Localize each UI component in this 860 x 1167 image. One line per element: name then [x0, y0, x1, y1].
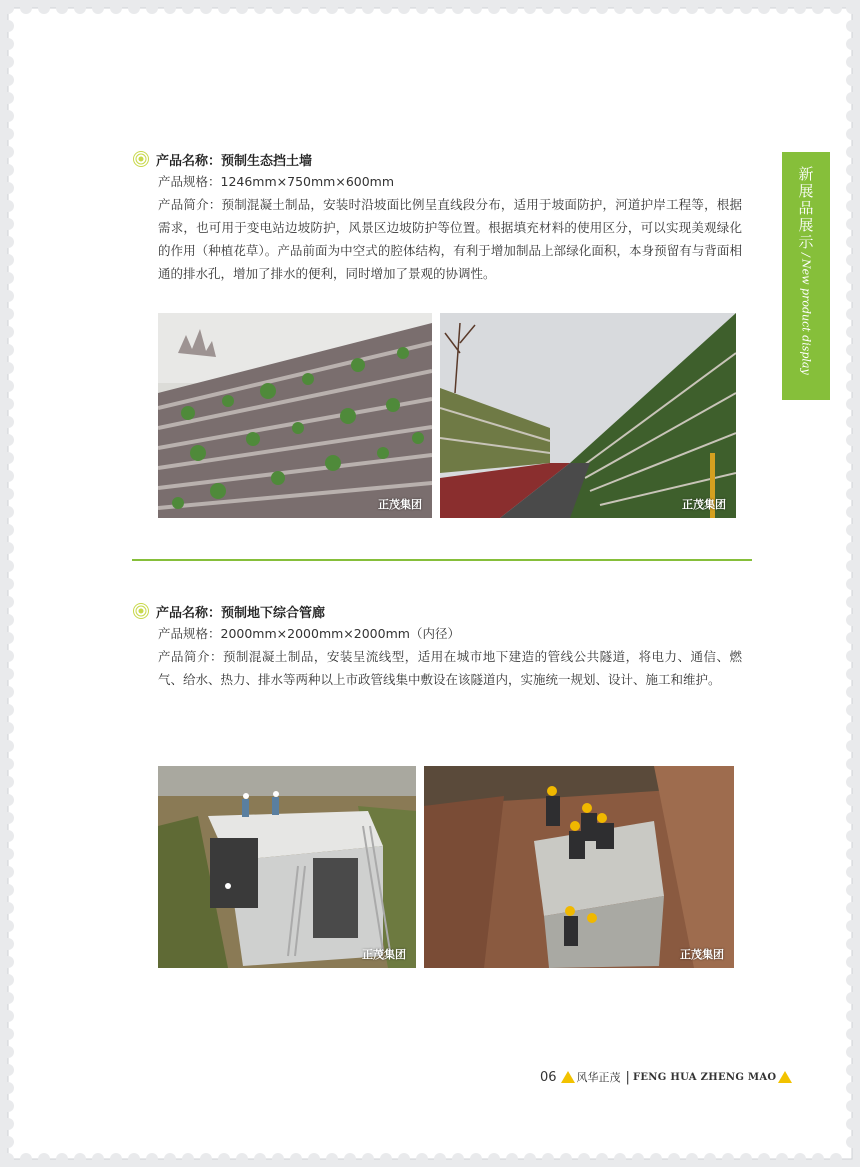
stamp-perforation	[846, 308, 858, 320]
stamp-perforation	[846, 164, 858, 176]
circle-bullet-icon	[132, 602, 150, 620]
stamp-perforation	[846, 848, 858, 860]
stamp-perforation	[794, 1153, 806, 1165]
stamp-perforation	[326, 1153, 338, 1165]
stamp-perforation	[254, 2, 266, 14]
product-2	[132, 600, 742, 691]
stamp-perforation	[846, 938, 858, 950]
stamp-perforation	[668, 2, 680, 14]
stamp-perforation	[488, 2, 500, 14]
stamp-perforation	[846, 596, 858, 608]
stamp-perforation	[38, 2, 50, 14]
stamp-perforation	[452, 2, 464, 14]
product-description: 产品简介：预制混凝土制品，安装呈流线型，适用在城市地下建造的管线公共隧道，将电力、通信、燃气、给水、热力、排水等两种以上市政管线集中敷设在该隧道内，实施统一规划、设计、施工和维护。	[158, 649, 742, 687]
stamp-perforation	[846, 614, 858, 626]
stamp-perforation	[632, 2, 644, 14]
photo-watermark: 正茂集团	[680, 948, 724, 961]
stamp-perforation	[846, 560, 858, 572]
stamp-perforation	[38, 1153, 50, 1165]
stamp-perforation	[846, 434, 858, 446]
stamp-perforation	[2, 326, 14, 338]
stamp-perforation	[2, 200, 14, 212]
stamp-perforation	[236, 2, 248, 14]
section-divider	[132, 559, 752, 561]
stamp-perforation	[846, 740, 858, 752]
stamp-perforation	[218, 2, 230, 14]
stamp-perforation	[308, 2, 320, 14]
stamp-perforation	[846, 452, 858, 464]
stamp-perforation	[830, 1153, 842, 1165]
stamp-perforation	[2, 1028, 14, 1040]
product-description: 产品简介：预制混凝土制品，安装时沿坡面比例呈直线段分布，适用于坡面防护，河道护岸工程等，根据需求，也可用于变电站边坡防护，风景区边坡防护等位置。根据填充材料的使用区分，可以实现美观绿化的作用（种植花草）。产品前面为中空式的腔体结构，有利于增加制品上部绿化面积，本身预留有与背面相通的排水孔，增加了排水的便利，同时增加了景观的协调性。	[158, 197, 742, 281]
stamp-perforation	[2, 920, 14, 932]
footer-brand-en: FENG HUA ZHENG MAO	[632, 1071, 777, 1083]
stamp-perforation	[846, 866, 858, 878]
stamp-perforation	[686, 2, 698, 14]
product-title: 产品名称：预制生态挡土墙	[156, 153, 313, 169]
stamp-perforation	[812, 1153, 824, 1165]
stamp-perforation	[2, 434, 14, 446]
stamp-perforation	[846, 812, 858, 824]
stamp-perforation	[846, 1082, 858, 1094]
stamp-perforation	[846, 668, 858, 680]
stamp-perforation	[2, 830, 14, 842]
stamp-perforation	[308, 1153, 320, 1165]
stamp-perforation	[2, 488, 14, 500]
stamp-perforation	[846, 1010, 858, 1022]
stamp-perforation	[704, 1153, 716, 1165]
page-number: 06	[540, 1069, 557, 1085]
stamp-perforation	[794, 2, 806, 14]
stamp-perforation	[506, 2, 518, 14]
photo-watermark: 正茂集团	[362, 948, 406, 961]
stamp-perforation	[416, 2, 428, 14]
stamp-perforation	[218, 1153, 230, 1165]
triangle-icon	[778, 1071, 792, 1083]
stamp-perforation	[722, 2, 734, 14]
stamp-perforation	[470, 1153, 482, 1165]
stamp-perforation	[416, 1153, 428, 1165]
triangle-icon	[561, 1071, 575, 1083]
stamp-perforation	[92, 1153, 104, 1165]
stamp-perforation	[20, 1153, 32, 1165]
stamp-perforation	[846, 776, 858, 788]
stamp-perforation	[2, 668, 14, 680]
stamp-perforation	[2, 884, 14, 896]
stamp-perforation	[2, 866, 14, 878]
stamp-perforation	[722, 1153, 734, 1165]
stamp-perforation	[846, 362, 858, 374]
stamp-perforation	[846, 110, 858, 122]
stamp-perforation	[2, 596, 14, 608]
stamp-perforation	[846, 200, 858, 212]
stamp-perforation	[846, 1046, 858, 1058]
stamp-perforation	[846, 1064, 858, 1076]
stamp-perforation	[398, 2, 410, 14]
stamp-perforation	[2, 1010, 14, 1022]
stamp-perforation	[272, 2, 284, 14]
stamp-perforation	[2, 236, 14, 248]
stamp-perforation	[344, 2, 356, 14]
stamp-perforation	[830, 2, 842, 14]
stamp-perforation	[542, 1153, 554, 1165]
stamp-perforation	[20, 2, 32, 14]
stamp-perforation	[2, 272, 14, 284]
stamp-perforation	[524, 1153, 536, 1165]
stamp-perforation	[74, 2, 86, 14]
stamp-perforation	[74, 1153, 86, 1165]
stamp-perforation	[236, 1153, 248, 1165]
stamp-perforation	[2, 38, 14, 50]
stamp-perforation	[846, 218, 858, 230]
stamp-perforation	[2, 182, 14, 194]
stamp-perforation	[56, 2, 68, 14]
product-1	[132, 148, 742, 285]
stamp-perforation	[2, 56, 14, 68]
stamp-perforation	[846, 20, 858, 32]
photo-watermark: 正茂集团	[378, 498, 422, 511]
stamp-perforation	[846, 74, 858, 86]
stamp-perforation	[846, 704, 858, 716]
stamp-perforation	[2, 290, 14, 302]
stamp-perforation	[272, 1153, 284, 1165]
stamp-perforation	[846, 758, 858, 770]
stamp-perforation	[632, 1153, 644, 1165]
product-spec: 产品规格：1246mm×750mm×600mm	[158, 174, 395, 189]
stamp-perforation	[2, 758, 14, 770]
stamp-perforation	[596, 2, 608, 14]
section-tab-title: 新展品展示	[796, 166, 815, 251]
stamp-perforation	[2, 938, 14, 950]
stamp-perforation	[2, 794, 14, 806]
stamp-perforation	[596, 1153, 608, 1165]
stamp-perforation	[2, 542, 14, 554]
stamp-perforation	[846, 578, 858, 590]
stamp-perforation	[362, 1153, 374, 1165]
product-title: 产品名称：预制地下综合管廊	[156, 605, 326, 621]
stamp-perforation	[846, 902, 858, 914]
stamp-perforation	[668, 1153, 680, 1165]
stamp-perforation	[846, 488, 858, 500]
stamp-perforation	[740, 2, 752, 14]
stamp-perforation	[2, 470, 14, 482]
stamp-perforation	[2, 902, 14, 914]
stamp-perforation	[776, 1153, 788, 1165]
stamp-perforation	[92, 2, 104, 14]
stamp-perforation	[542, 2, 554, 14]
stamp-perforation	[2, 560, 14, 572]
stamp-perforation	[182, 2, 194, 14]
photo-utility-tunnel-installation	[158, 766, 416, 968]
stamp-perforation	[2, 614, 14, 626]
page-footer	[540, 1068, 794, 1086]
stamp-perforation	[290, 1153, 302, 1165]
stamp-perforation	[362, 2, 374, 14]
stamp-perforation	[650, 2, 662, 14]
stamp-perforation	[846, 92, 858, 104]
stamp-perforation	[2, 740, 14, 752]
stamp-perforation	[2, 362, 14, 374]
stamp-perforation	[2, 416, 14, 428]
photo-tunnel-trench-workers	[424, 766, 734, 968]
stamp-perforation	[164, 2, 176, 14]
stamp-perforation	[380, 1153, 392, 1165]
stamp-perforation	[846, 632, 858, 644]
photo-watermark: 正茂集团	[682, 498, 726, 511]
section-tab-english: New product display	[799, 258, 813, 375]
stamp-perforation	[2, 308, 14, 320]
photo-retaining-wall-closeup	[158, 313, 432, 518]
photo-roadside-green-wall	[440, 313, 736, 518]
stamp-perforation	[2, 722, 14, 734]
stamp-perforation	[2, 632, 14, 644]
stamp-perforation	[2, 1136, 14, 1148]
stamp-perforation	[2, 956, 14, 968]
stamp-perforation	[488, 1153, 500, 1165]
stamp-perforation	[812, 2, 824, 14]
footer-brand-cn: 风华正茂	[576, 1071, 621, 1084]
stamp-perforation	[846, 2, 858, 14]
stamp-perforation	[2, 20, 14, 32]
stamp-perforation	[846, 380, 858, 392]
stamp-perforation	[2, 92, 14, 104]
stamp-perforation	[326, 2, 338, 14]
section-tab-separator: /	[799, 253, 813, 257]
stamp-perforation	[2, 848, 14, 860]
stamp-perforation	[2, 398, 14, 410]
stamp-perforation	[182, 1153, 194, 1165]
stamp-perforation	[2, 992, 14, 1004]
stamp-perforation	[2, 344, 14, 356]
stamp-perforation	[2, 776, 14, 788]
stamp-perforation	[2, 128, 14, 140]
stamp-perforation	[560, 2, 572, 14]
stamp-perforation	[398, 1153, 410, 1165]
stamp-perforation	[846, 272, 858, 284]
product-spec: 产品规格：2000mm×2000mm×2000mm（内径）	[158, 626, 460, 641]
stamp-perforation	[2, 1118, 14, 1130]
stamp-perforation	[846, 1118, 858, 1130]
stamp-perforation	[758, 1153, 770, 1165]
stamp-perforation	[2, 650, 14, 662]
stamp-perforation	[578, 1153, 590, 1165]
stamp-perforation	[2, 146, 14, 158]
stamp-perforation	[846, 146, 858, 158]
stamp-perforation	[290, 2, 302, 14]
stamp-perforation	[704, 2, 716, 14]
stamp-perforation	[846, 686, 858, 698]
stamp-perforation	[434, 1153, 446, 1165]
stamp-perforation	[2, 1046, 14, 1058]
stamp-perforation	[578, 2, 590, 14]
stamp-perforation	[776, 2, 788, 14]
stamp-perforation	[200, 1153, 212, 1165]
stamp-perforation	[846, 974, 858, 986]
stamp-perforation	[2, 524, 14, 536]
stamp-perforation	[846, 38, 858, 50]
stamp-perforation	[846, 506, 858, 518]
stamp-perforation	[614, 2, 626, 14]
stamp-perforation	[2, 1100, 14, 1112]
stamp-perforation	[2, 1082, 14, 1094]
stamp-perforation	[758, 2, 770, 14]
stamp-perforation	[344, 1153, 356, 1165]
stamp-perforation	[614, 1153, 626, 1165]
stamp-perforation	[846, 344, 858, 356]
stamp-perforation	[560, 1153, 572, 1165]
stamp-perforation	[506, 1153, 518, 1165]
stamp-perforation	[380, 2, 392, 14]
stamp-perforation	[2, 218, 14, 230]
stamp-perforation	[846, 236, 858, 248]
stamp-perforation	[2, 506, 14, 518]
stamp-perforation	[470, 2, 482, 14]
stamp-perforation	[846, 650, 858, 662]
stamp-perforation	[846, 254, 858, 266]
stamp-perforation	[2, 254, 14, 266]
stamp-perforation	[2, 704, 14, 716]
stamp-perforation	[846, 830, 858, 842]
stamp-perforation	[146, 1153, 158, 1165]
stamp-perforation	[2, 2, 14, 14]
stamp-perforation	[846, 56, 858, 68]
footer-separator: |	[625, 1069, 630, 1085]
stamp-perforation	[452, 1153, 464, 1165]
stamp-perforation	[846, 794, 858, 806]
stamp-perforation	[846, 956, 858, 968]
stamp-perforation	[650, 1153, 662, 1165]
stamp-perforation	[128, 2, 140, 14]
stamp-perforation	[846, 182, 858, 194]
stamp-perforation	[846, 326, 858, 338]
stamp-perforation	[846, 884, 858, 896]
stamp-perforation	[110, 2, 122, 14]
stamp-perforation	[2, 74, 14, 86]
stamp-perforation	[2, 452, 14, 464]
stamp-perforation	[846, 722, 858, 734]
stamp-perforation	[846, 1028, 858, 1040]
stamp-perforation	[200, 2, 212, 14]
section-tab	[782, 152, 830, 400]
stamp-perforation	[846, 524, 858, 536]
stamp-perforation	[524, 2, 536, 14]
stamp-perforation	[128, 1153, 140, 1165]
stamp-perforation	[740, 1153, 752, 1165]
stamp-perforation	[846, 542, 858, 554]
stamp-perforation	[56, 1153, 68, 1165]
stamp-perforation	[846, 470, 858, 482]
stamp-perforation	[846, 290, 858, 302]
stamp-perforation	[254, 1153, 266, 1165]
stamp-perforation	[686, 1153, 698, 1165]
stamp-perforation	[846, 1136, 858, 1148]
stamp-perforation	[164, 1153, 176, 1165]
stamp-perforation	[2, 380, 14, 392]
stamp-perforation	[846, 128, 858, 140]
stamp-perforation	[2, 974, 14, 986]
stamp-perforation	[434, 2, 446, 14]
stamp-perforation	[2, 812, 14, 824]
stamp-perforation	[846, 1100, 858, 1112]
stamp-perforation	[110, 1153, 122, 1165]
stamp-perforation	[2, 1064, 14, 1076]
stamp-perforation	[2, 164, 14, 176]
stamp-perforation	[2, 686, 14, 698]
stamp-perforation	[2, 1153, 14, 1165]
stamp-perforation	[846, 416, 858, 428]
stamp-perforation	[2, 578, 14, 590]
stamp-perforation	[846, 398, 858, 410]
stamp-perforation	[146, 2, 158, 14]
stamp-perforation	[846, 920, 858, 932]
circle-bullet-icon	[132, 150, 150, 168]
stamp-perforation	[846, 992, 858, 1004]
stamp-perforation	[2, 110, 14, 122]
